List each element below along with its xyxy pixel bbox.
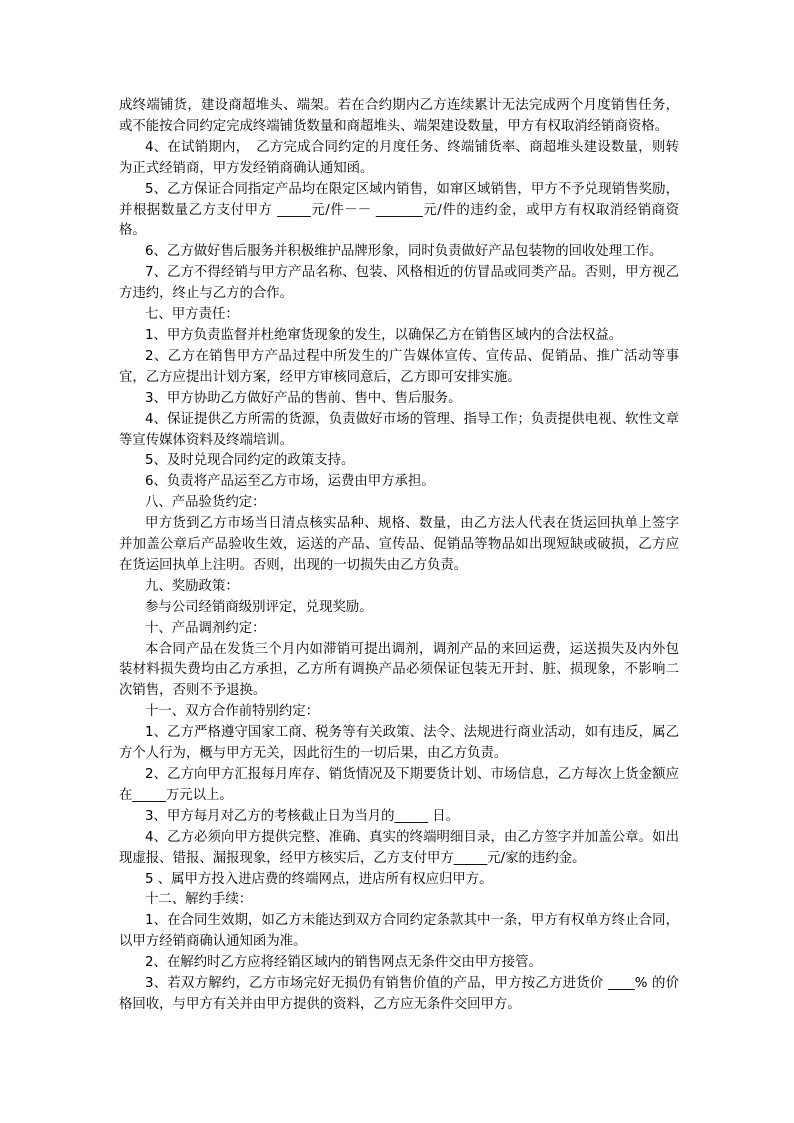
paragraph-clause-5: 5 、属甲方投入进店费的终端网点，进店所有权应归甲方。 [145, 871, 493, 887]
section-heading-10: 十、产品调剂约定： [145, 620, 266, 636]
paragraph-clause-4: 4、保证提供乙方所需的货源，负责做好市场的管理、指导工作；负责提供电视、软性文章等宣传媒体资料及终端培训。 [119, 411, 679, 448]
paragraph-body: 甲方货到乙方市场当日清点核实品种、规格、数量，由乙方法人代表在货运回执单上签字并加盖公章后产品验收生效，运送的产品、宣传品、促销品等物品如出现短缺或破损，乙方应在货运回执单上注明。否则，出现的一切损失由乙方负责。 [119, 516, 679, 573]
section-heading-11: 十一、双方合作前特别约定： [145, 704, 320, 720]
paragraph-clause-5: 5、乙方保证合同指定产品均在限定区域内销售，如窜区域销售，甲方不予兑现销售奖励，并根据数量乙方支付甲方 _____元/件－－ _______元/件的违约金，或甲方有权取消经销商资格。 [119, 181, 679, 239]
paragraph-clause-5: 5、及时兑现合同约定的政策支持。 [145, 453, 355, 469]
paragraph-body: 本合同产品在发货三个月内如滞销可提出调剂，调剂产品的来回运费，运送损失及内外包装材料损失费均由乙方承担，乙方所有调换产品必须保证包装无开封、脏、损现象，不影响二次销售，否则不予退换。 [119, 641, 679, 699]
paragraph-clause-7: 7、乙方不得经销与甲方产品名称、包装、风格相近的仿冒品或同类产品。否则，甲方视乙方违约，终止与乙方的合作。 [119, 265, 679, 302]
paragraph-clause-1: 1、在合同生效期，如乙方未能达到双方合同约定条款其中一条，甲方有权单方终止合同，以甲方经销商确认通知函为准。 [119, 913, 679, 950]
paragraph-clause-6: 6、负责将产品运至乙方市场，运费由甲方承担。 [145, 474, 435, 490]
section-heading-9: 九、奖励政策： [145, 578, 239, 594]
paragraph-clause-6: 6、乙方做好售后服务并积极维护品牌形象，同时负责做好产品包装物的回收处理工作。 [145, 244, 663, 260]
paragraph-clause-4: 4、乙方必须向甲方提供完整、准确、真实的终端明细目录，由乙方签字并加盖公章。如出现虚报、错报、漏报现象，经甲方核实后，乙方支付甲方_____元/家的违约金。 [119, 829, 679, 866]
paragraph-clause-2: 2、乙方向甲方汇报每月库存、销货情况及下期要货计划、市场信息，乙方每次上货金额应在_____万元以上。 [119, 767, 679, 803]
paragraph-clause-3: 3、甲方协助乙方做好产品的售前、售中、售后服务。 [145, 390, 462, 406]
paragraph-clause-1: 1、乙方严格遵守国家工商、税务等有关政策、法令、法规进行商业活动，如有违反，属乙方个人行为，概与甲方无关，因此衍生的一切后果，由乙方负责。 [119, 725, 679, 762]
section-heading-8: 八、产品验货约定： [145, 495, 266, 511]
paragraph-clause-3: 3、若双方解约，乙方市场完好无损仍有销售价值的产品，甲方按乙方进货价 ____% 的价格回收，与甲方有关并由甲方提供的资料，乙方应无条件交回甲方。 [119, 976, 679, 1012]
section-heading-12: 十二、解约手续： [145, 892, 253, 908]
section-heading-7: 七、甲方责任： [145, 307, 239, 323]
paragraph-clause-2: 2、乙方在销售甲方产品过程中所发生的广告媒体宣传、宣传品、促销品、推广活动等事宜，乙方应提出计划方案，经甲方审核同意后，乙方即可安排实施。 [119, 348, 679, 385]
paragraph-body: 参与公司经销商级别评定，兑现奖励。 [145, 599, 373, 615]
paragraph-clause-3: 3、甲方每月对乙方的考核截止日为当月的_____ 日。 [145, 808, 460, 824]
paragraph-clause-4: 4、在试销期内， 乙方完成合同约定的月度任务、终端铺货率、商超堆头建设数量，则转为正式经销商，甲方发经销商确认通知函。 [119, 139, 679, 176]
paragraph-clause-1: 1、甲方负责监督并杜绝窜货现象的发生，以确保乙方在销售区域内的合法权益。 [145, 327, 623, 343]
paragraph-continuation: 成终端铺货，建设商超堆头、端架。若在合约期内乙方连续累计无法完成两个月度销售任务，或不能按合同约定完成终端铺货数量和商超堆头、端架建设数量，甲方有权取消经销商资格。 [119, 98, 679, 134]
paragraph-clause-2: 2、在解约时乙方应将经销区域内的销售网点无条件交由甲方接管。 [145, 955, 542, 971]
document-page [119, 96, 679, 1016]
